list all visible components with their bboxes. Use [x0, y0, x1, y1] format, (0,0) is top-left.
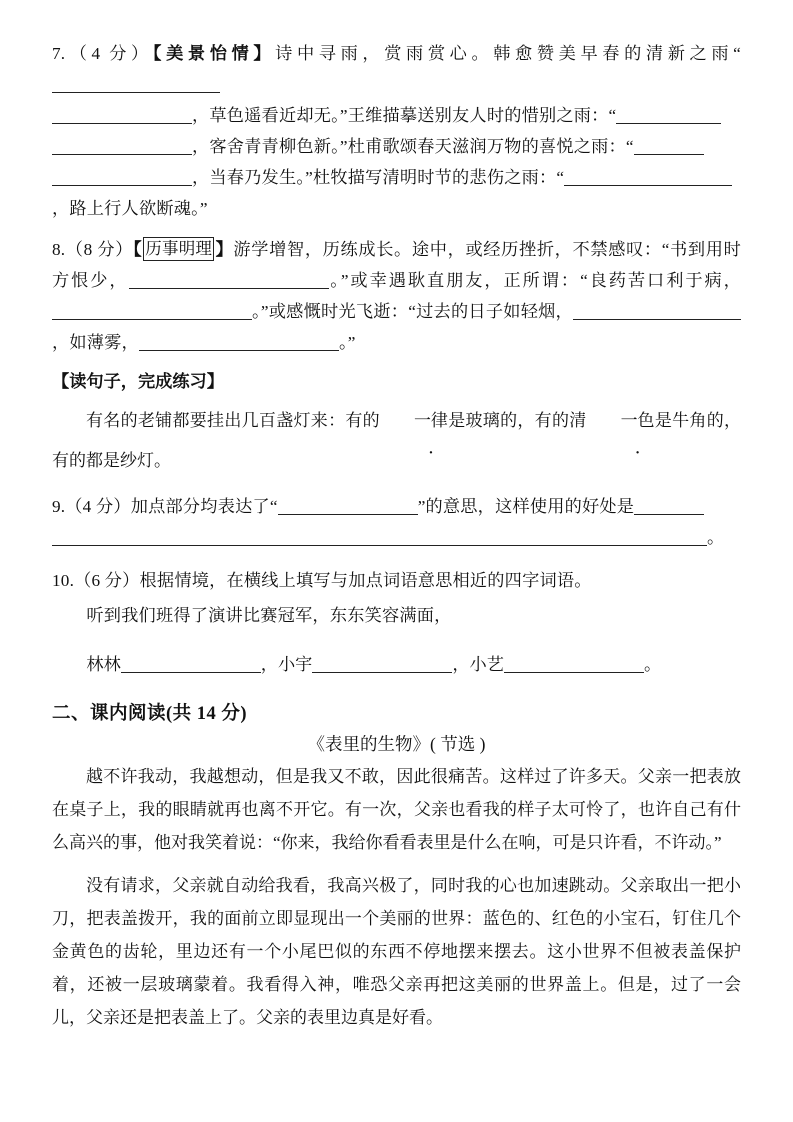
- question-8-number: 8.（8 分）: [52, 240, 134, 259]
- question-7-text-3: ，客舍青青柳色新。”杜甫歌颂春天滋润万物的喜悦之雨：“: [192, 137, 634, 156]
- read-sentence-part-b: 是玻璃的，有的清: [447, 411, 587, 430]
- question-8-blank-4[interactable]: [139, 333, 339, 351]
- question-10-end: 。: [643, 655, 662, 675]
- question-7-blank-1b[interactable]: [52, 106, 192, 124]
- question-10: [52, 565, 741, 596]
- question-9-blank-1[interactable]: [278, 497, 418, 515]
- excerpt-paragraph-2: 没有请求，父亲就自动给我看，我高兴极了，同时我的心也加速跳动。父亲取出一把小刀，把表盖拨开，我的面前立即显现出一个美丽的世界：蓝色的、红色的小宝石，钉住几个金黄色的齿轮，里边还有一个小尾巴似的东西不停地摆来摆去。这小世界不但被表盖保护着，还被一层玻璃蒙着。我看得入神，唯恐父亲再把这美丽的世界盖上。但是，过了一会儿，父亲还是把表盖上了。父亲的表里边真是好看。: [52, 876, 741, 1028]
- question-10-answer-row: [52, 648, 741, 682]
- question-8-blank-2[interactable]: [52, 302, 252, 320]
- question-10-blank-3[interactable]: [504, 655, 644, 673]
- question-7-blank-2b[interactable]: [52, 137, 192, 155]
- question-10-blank-1[interactable]: [121, 655, 261, 673]
- question-7-blank-4[interactable]: [564, 168, 732, 186]
- read-sentence-body: [52, 401, 741, 481]
- dotted-word-1: 一律: [413, 411, 448, 430]
- question-9-text-3: 。: [707, 528, 725, 547]
- question-8-text-2: 。”或幸遇耿直朋友，正所谓：“良药苦口利于病，: [328, 271, 741, 290]
- question-10-name-1: 林林: [86, 655, 121, 675]
- read-sentence-part-a: 有名的老铺都要挂出几百盏灯来：有的: [86, 411, 380, 430]
- question-10-name-3: ，小艺: [452, 655, 504, 675]
- question-7: [52, 38, 741, 224]
- question-7-text-1: 诗中寻雨，赏雨赏心。韩愈赞美早春的清新之雨“: [275, 44, 741, 63]
- question-8-text-3: 。”或感慨时光飞逝：“过去的日子如轻烟，: [252, 302, 573, 321]
- excerpt-paragraph-1: 越不许我动，我越想动，但是我又不敢，因此很痛苦。这样过了许多天。父亲一把表放在桌子上，我的眼睛就再也离不开它。有一次，父亲也看我的样子太可怜了，也许自己有什么高兴的事，他对我笑着说：“你来，我给你看看表里是什么在响，可是只许看，不许动。”: [52, 767, 741, 853]
- question-7-blank-3[interactable]: [634, 137, 704, 155]
- read-sentence-heading: 【读句子，完成练习】: [52, 372, 224, 391]
- question-9-text-2: ”的意思，这样使用的好处是: [417, 497, 635, 516]
- question-10-blank-2[interactable]: [312, 655, 452, 673]
- question-10-text-1: 根据情境，在横线上填写与加点词语意思相近的四字词语。: [139, 571, 592, 590]
- question-8-tag: 历事明理: [143, 237, 214, 261]
- dotted-word-2: 一色: [620, 411, 655, 430]
- question-7-text-4: ，当春乃发生。”杜牧描写清明时节的悲伤之雨：“: [192, 168, 565, 187]
- question-7-blank-2[interactable]: [616, 106, 721, 124]
- question-8: 8.（8 分）【 历事明理 】游学增智，历练成长。途中，或经历挫折，不禁感叹：“书到用时方恨少， 。”或幸遇耿直朋友，正所谓：“良药苦口利于病，。”或感慨时光飞逝：“过去的日子如轻烟，，如薄雾， 。”: [52, 239, 741, 352]
- question-8-text-5: 。”: [338, 333, 356, 352]
- question-7-text-5: ，路上行人欲断魂。”: [52, 199, 208, 218]
- question-7-blank-3b[interactable]: [52, 168, 192, 186]
- question-7-blank-1[interactable]: [52, 75, 220, 93]
- question-9-number: 9.（4 分）: [52, 497, 131, 516]
- question-9-blank-2[interactable]: [634, 497, 704, 515]
- question-8-text-4: ，如薄雾，: [52, 333, 139, 352]
- question-9-text-1: 加点部分均表达了“: [130, 497, 278, 516]
- question-7-tag: 【美景怡情】: [152, 44, 276, 63]
- question-7-number: 7.（4 分）: [52, 44, 153, 63]
- question-8-text-1: 游学增智，历练成长。途中，或经历挫折，不禁感叹：“书到用时方恨少，: [52, 240, 741, 290]
- question-10-number: 10.（6 分）: [52, 571, 140, 590]
- question-8-blank-3[interactable]: [573, 302, 741, 320]
- question-10-prompt: 听到我们班得了演讲比赛冠军，东东笑容满面，: [86, 606, 452, 625]
- question-7-text-2: ，草色遥看近却无。”王维描摹送别友人时的惜别之雨：“: [192, 106, 617, 125]
- question-8-blank-1[interactable]: [129, 271, 329, 289]
- question-9: [52, 491, 741, 553]
- read-sentence-part-c: 是牛角的，有的都是纱灯。: [52, 411, 742, 470]
- section-2-title: 二、课内阅读(共 14 分): [52, 704, 248, 725]
- question-10-name-2: ，小宇: [260, 655, 313, 675]
- excerpt-title: 《表里的生物》( 节选 ): [307, 734, 486, 755]
- question-9-blank-3[interactable]: [52, 528, 707, 546]
